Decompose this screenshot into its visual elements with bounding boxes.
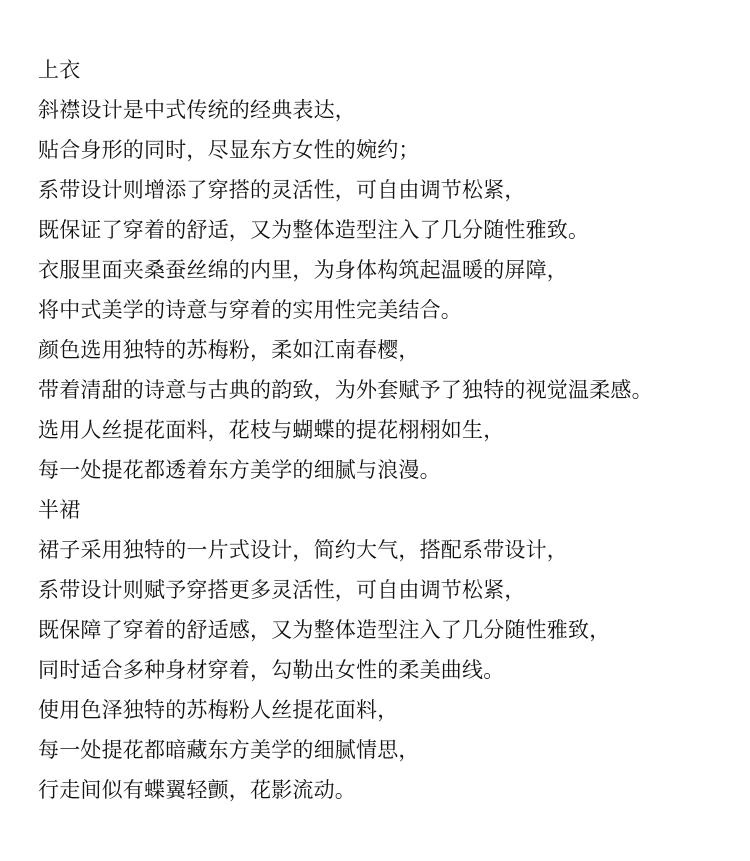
top-description-line: 将中式美学的诗意与穿着的实用性完美结合。 xyxy=(38,298,462,322)
skirt-description-line: 行走间似有蝶翼轻颤，花影流动。 xyxy=(38,778,356,802)
top-description-line: 斜襟设计是中式传统的经典表达， xyxy=(38,98,356,122)
top-description-line: 颜色选用独特的苏梅粉，柔如江南春樱， xyxy=(38,338,420,362)
top-description-line: 贴合身形的同时，尽显东方女性的婉约； xyxy=(38,138,420,162)
top-description-line: 衣服里面夹桑蚕丝绵的内里，为身体构筑起温暖的屏障， xyxy=(38,258,568,282)
skirt-description-line: 每一处提花都暗藏东方美学的细腻情思， xyxy=(38,738,420,762)
top-description-line: 每一处提花都透着东方美学的细腻与浪漫。 xyxy=(38,458,441,482)
skirt-description-line: 裙子采用独特的一片式设计，简约大气，搭配系带设计， xyxy=(38,538,568,562)
top-description-line: 系带设计则增添了穿搭的灵活性，可自由调节松紧， xyxy=(38,178,526,202)
top-description-line: 选用人丝提花面料，花枝与蝴蝶的提花栩栩如生， xyxy=(38,418,505,442)
skirt-description-line: 使用色泽独特的苏梅粉人丝提花面料， xyxy=(38,698,399,722)
top-description-line: 既保证了穿着的舒适，又为整体造型注入了几分随性雅致。 xyxy=(38,218,590,242)
top-description-line: 带着清甜的诗意与古典的韵致，为外套赋予了独特的视觉温柔感。 xyxy=(38,378,653,402)
section-heading-top: 上衣 xyxy=(38,58,81,82)
section-heading-skirt: 半裙 xyxy=(38,498,81,522)
skirt-description-line: 同时适合多种身材穿着，勾勒出女性的柔美曲线。 xyxy=(38,658,505,682)
skirt-description-line: 既保障了穿着的舒适感，又为整体造型注入了几分随性雅致， xyxy=(38,618,611,642)
description-text-block xyxy=(38,50,738,810)
skirt-description-line: 系带设计则赋予穿搭更多灵活性，可自由调节松紧， xyxy=(38,578,526,602)
